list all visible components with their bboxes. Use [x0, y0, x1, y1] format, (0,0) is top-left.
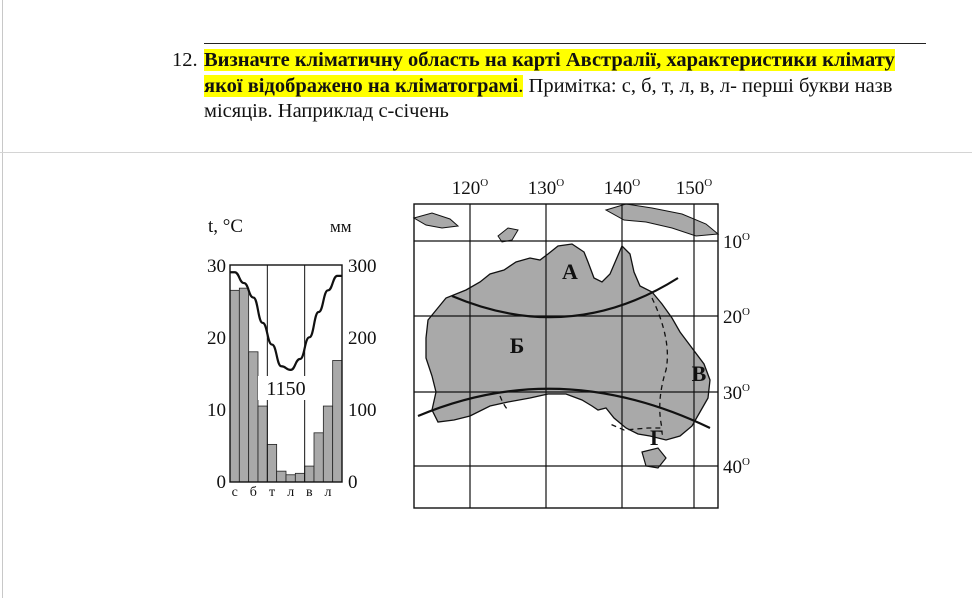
temp-tick-10: 10 [207, 400, 226, 421]
longitude-labels [452, 177, 713, 199]
month-label: т [268, 485, 276, 500]
temp-axis-label: t, °C [208, 216, 244, 237]
island-small [498, 228, 518, 242]
precip-bar [249, 352, 258, 482]
temp-tick-20: 20 [207, 328, 226, 349]
tasmania [642, 448, 666, 468]
question-top-rule [204, 43, 926, 44]
island-new-guinea [606, 204, 718, 236]
precip-bar [314, 433, 323, 482]
question-dot: . [518, 74, 524, 97]
month-label: л [287, 485, 295, 500]
precip-axis-label: мм [330, 217, 352, 236]
lon-label-140: $140^O$ [603, 177, 641, 199]
month-label: в [305, 485, 313, 500]
precip-ticks [348, 256, 377, 493]
question-number: 12. [172, 49, 198, 71]
precip-bar [305, 466, 314, 482]
temp-tick-30: 30 [207, 256, 226, 277]
precip-bar [267, 444, 276, 482]
region-v: В [691, 361, 707, 386]
question-text [204, 48, 912, 125]
month-label: б [249, 485, 257, 500]
temp-tick-0: 0 [216, 472, 226, 493]
precip-bar [258, 406, 267, 482]
figure-svg [196, 170, 776, 515]
temp-ticks [207, 256, 226, 493]
lon-label-120: $120^O$ [451, 177, 489, 199]
precip-bar [286, 475, 295, 482]
australia-map [414, 177, 750, 508]
lon-label-130: $130^O$ [527, 177, 565, 199]
precip-bar [323, 406, 332, 482]
precip-bar [333, 360, 342, 482]
page-left-border [2, 0, 3, 598]
island-timor [414, 213, 458, 228]
lat-label-10: $10^O$ [723, 231, 750, 253]
region-g: Г [650, 425, 664, 450]
precip-tick-0: 0 [348, 472, 358, 493]
precip-tick-200: 200 [348, 328, 377, 349]
precip-bar [277, 471, 286, 482]
figure [196, 170, 776, 520]
precip-bar [230, 290, 239, 482]
annual-precipitation: 1150 [266, 378, 306, 400]
precip-bar [239, 288, 248, 482]
question-block [172, 48, 912, 125]
month-labels [232, 485, 332, 500]
region-a: А [562, 259, 578, 284]
lon-label-150: $150^O$ [675, 177, 713, 199]
precip-tick-100: 100 [348, 400, 377, 421]
section-divider [0, 152, 972, 153]
precip-bar [295, 473, 304, 482]
month-label: л [324, 485, 332, 500]
lat-label-20: $20^O$ [723, 306, 750, 328]
month-label: с [231, 485, 238, 500]
lat-label-40: $40^O$ [723, 456, 750, 478]
latitude-labels [723, 231, 750, 478]
precip-tick-300: 300 [348, 256, 377, 277]
question-highlighted-text: Визначте кліматичну область на карті Австралії, характеристики клімату якої відображено на кліматограмі [204, 49, 895, 97]
climatogram [207, 216, 377, 500]
lat-label-30: $30^O$ [723, 382, 750, 404]
region-b: Б [509, 333, 525, 358]
question-note: Примітка: с, б, т, л, в, л- перші букви назв місяців. Наприклад с-січень [204, 74, 893, 122]
